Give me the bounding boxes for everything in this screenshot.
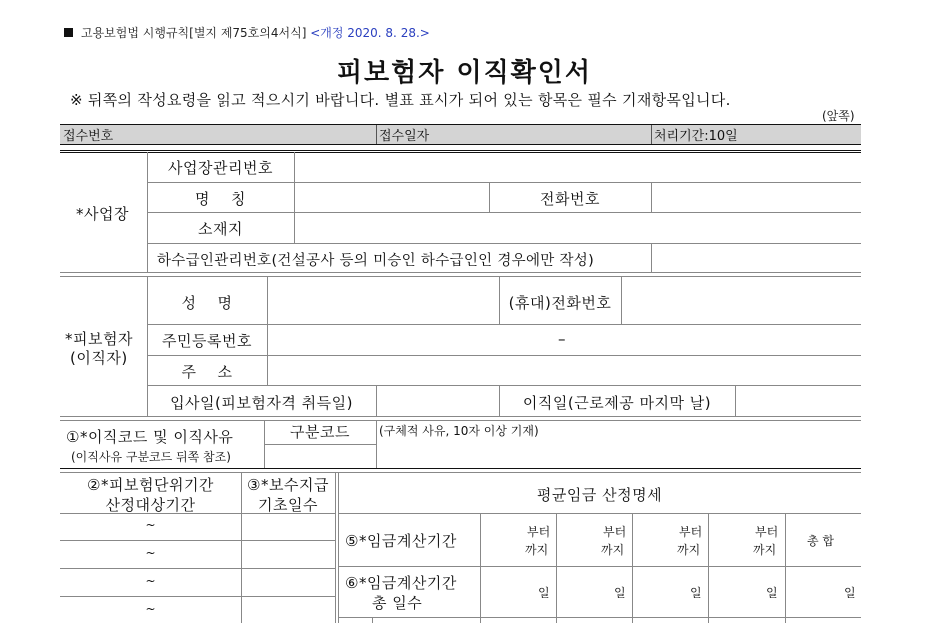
workplace-mgmt-no-label: 사업장관리번호: [168, 159, 273, 177]
pay-basis-days-sublabel: 기초일수: [258, 496, 318, 514]
subcontractor-no-label: 하수급인관리번호(건설공사 등의 미승인 하수급인인 경우에만 작성): [157, 253, 595, 269]
row-line: [60, 272, 861, 273]
period-tilde: ~: [145, 574, 156, 588]
hire-date-label: 입사일(피보험자격 취득일): [170, 394, 353, 412]
separation-reason-label: ①*이직코드 및 이직사유: [66, 428, 234, 446]
insured-name-label: 성 명: [181, 294, 233, 312]
avg-wage-title: 평균임금 산정명세: [536, 486, 663, 504]
col-line: [480, 513, 481, 623]
period-tilde: ~: [145, 602, 156, 616]
row-line: [60, 472, 861, 473]
law-ref-text: 고용보험법 시행규칙[별지 제75호의4서식]: [81, 26, 307, 40]
row-line: [147, 182, 861, 183]
to-label: 까지: [677, 543, 701, 557]
page-side-label: (앞쪽): [822, 109, 855, 123]
total-sum-label: 총 합: [807, 534, 834, 548]
insured-unit-period-sublabel: 산정대상기간: [105, 496, 196, 514]
col-line: [632, 513, 633, 623]
col-line: [372, 617, 373, 623]
to-label: 까지: [601, 543, 625, 557]
from-label: 부터: [679, 525, 703, 539]
col-line: [651, 182, 652, 212]
row-line: [338, 513, 861, 514]
law-reference: [64, 24, 430, 41]
total-days-label: ⑥*임금계산기간: [345, 574, 457, 592]
row-line: [60, 540, 335, 541]
period-tilde: ~: [145, 518, 156, 532]
insured-phone-label: (휴대)전화번호: [508, 294, 612, 312]
row-line: [147, 243, 861, 244]
day-unit: 일: [766, 586, 778, 600]
row-line: [60, 468, 861, 469]
insured-section-sublabel: (이직자): [70, 349, 128, 367]
to-label: 까지: [525, 543, 549, 557]
square-bullet-icon: [64, 28, 73, 37]
notice-text: ※ 뒤쪽의 작성요령을 읽고 적으시기 바랍니다. 별표 표시가 되어 있는 항목은 필수 기재항목입니다.: [70, 91, 731, 109]
col-line: [335, 472, 336, 623]
to-label: 까지: [753, 543, 777, 557]
row-line: [147, 385, 861, 386]
divider: [651, 125, 652, 144]
processing-period-label: 처리기간:10일: [654, 129, 738, 144]
row-line: [60, 420, 861, 421]
workplace-phone-label: 전화번호: [540, 190, 600, 208]
col-line: [556, 513, 557, 623]
row-line: [147, 324, 861, 325]
row-line: [338, 617, 861, 618]
wage-period-label: ⑤*임금계산기간: [345, 532, 457, 550]
from-label: 부터: [527, 525, 551, 539]
divider: [376, 125, 377, 144]
section-border: [60, 150, 861, 151]
row-line: [60, 596, 335, 597]
total-days-sublabel: 총 일수: [372, 594, 423, 612]
col-line: [621, 276, 622, 324]
workplace-name-label: 명 칭: [194, 190, 247, 208]
receipt-number-label: 접수번호: [63, 129, 114, 144]
insured-section-label: *피보험자: [65, 330, 133, 348]
receipt-bar: [60, 124, 861, 145]
col-line: [785, 513, 786, 623]
day-unit: 일: [844, 586, 856, 600]
separation-reason-sublabel: (이직사유 구분코드 뒤쪽 참조): [71, 450, 231, 464]
detail-reason-hint: (구체적 사유, 10자 이상 기재): [379, 424, 539, 438]
period-tilde: ~: [145, 546, 156, 560]
workplace-address-label: 소재지: [198, 220, 243, 238]
col-line: [376, 385, 377, 416]
day-unit: 일: [538, 586, 550, 600]
from-label: 부터: [603, 525, 627, 539]
row-line: [60, 568, 335, 569]
receipt-date-label: 접수일자: [379, 129, 430, 144]
row-line: [147, 355, 861, 356]
col-line: [294, 152, 295, 243]
col-line: [735, 385, 736, 416]
rrn-dash: –: [558, 330, 566, 348]
day-unit: 일: [614, 586, 626, 600]
form-title: 피보험자 이직확인서: [336, 58, 593, 88]
section-border: [60, 152, 861, 153]
col-line: [376, 420, 377, 468]
row-line: [338, 566, 861, 567]
row-line: [264, 444, 376, 445]
day-unit: 일: [690, 586, 702, 600]
pay-basis-days-label: ③*보수지급: [247, 476, 329, 494]
from-label: 부터: [755, 525, 779, 539]
revision-date: <개정 2020. 8. 28.>: [310, 26, 430, 40]
col-line: [708, 513, 709, 623]
row-line: [60, 276, 861, 277]
col-line: [267, 276, 268, 385]
workplace-section-label: *사업장: [76, 205, 129, 223]
insured-unit-period-label: ②*피보험단위기간: [87, 476, 214, 494]
rrn-label: 주민등록번호: [162, 332, 252, 350]
category-code-label: 구분코드: [290, 423, 350, 441]
insured-address-label: 주 소: [181, 363, 233, 381]
row-line: [60, 416, 861, 417]
col-line: [651, 243, 652, 272]
row-line: [147, 212, 861, 213]
leave-date-label: 이직일(근로제공 마지막 날): [522, 394, 712, 412]
